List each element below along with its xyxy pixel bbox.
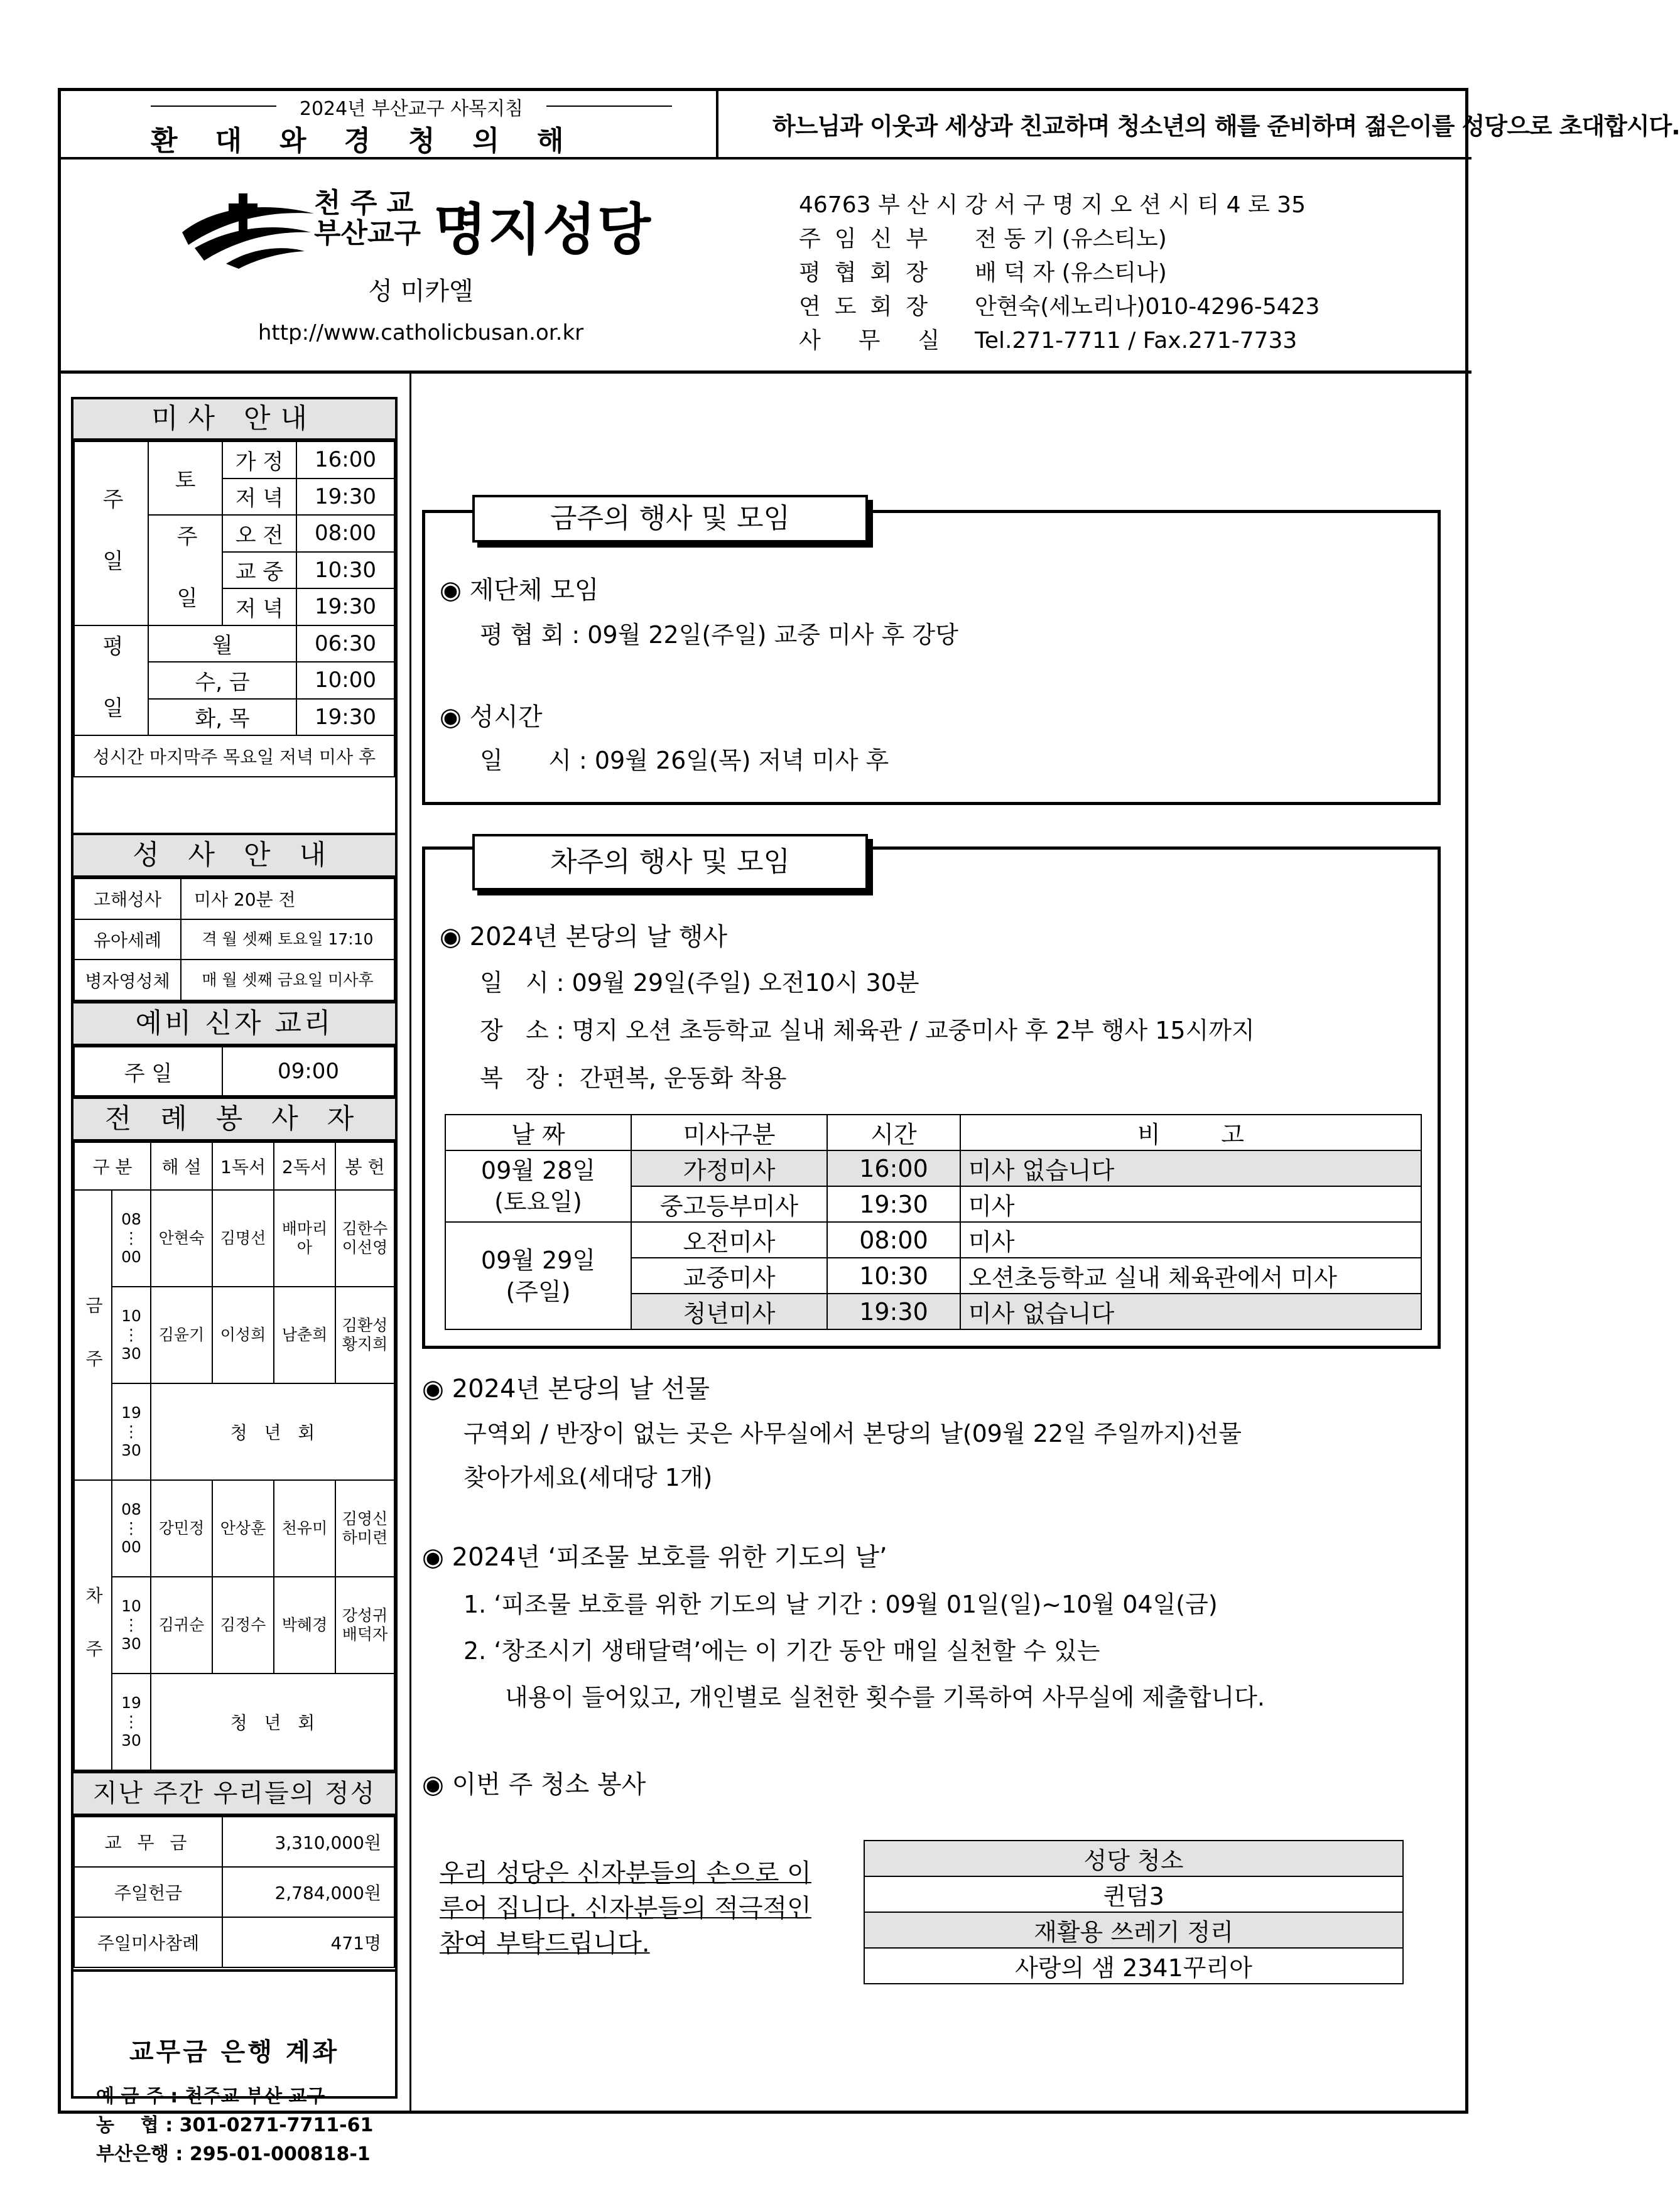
event-type: 가정미사 — [631, 1150, 827, 1186]
minister-time: 10 ⋮ 30 — [112, 1577, 151, 1674]
mass-time: 19:30 — [296, 588, 394, 625]
minister-time: 08 ⋮ 00 — [112, 1480, 151, 1577]
event-type: 오전미사 — [631, 1222, 827, 1258]
mass-label: 교 중 — [222, 552, 296, 589]
minister-commentary: 강민정 — [151, 1480, 212, 1577]
event-time: 08:00 — [827, 1222, 960, 1258]
this-week-label: 금 주 — [74, 1190, 112, 1480]
minister-offering: 김영신 하미련 — [335, 1480, 394, 1577]
sacrament-table — [73, 878, 395, 1001]
section-heading: ◉ 2024년 본당의 날 행사 — [440, 922, 728, 951]
divider — [409, 374, 411, 2114]
sacrament-title: 성 사 안 내 — [73, 833, 395, 878]
cleaning-table — [864, 1840, 1404, 1984]
ministers-title: 전 례 봉 사 자 — [73, 1096, 395, 1142]
divider — [716, 91, 718, 157]
gift-line: 찾아가세요(세대당 1개) — [463, 1464, 713, 1491]
section-heading: ◉ 제단체 모임 — [440, 576, 599, 605]
event-date: 09월 29일 (주일) — [445, 1222, 631, 1329]
this-week-title: 금주의 행사 및 모임 — [472, 495, 868, 543]
ministers-table — [73, 1142, 395, 1771]
cleaning-cell: 사랑의 샘 2341꾸리아 — [864, 1948, 1403, 1984]
cleaning-cell: 재활용 쓰레기 정리 — [864, 1912, 1403, 1948]
minister-commentary: 김귀순 — [151, 1577, 212, 1674]
event-note: 미사 — [960, 1222, 1421, 1258]
minister-commentary: 안현숙 — [151, 1190, 212, 1287]
event-time: 16:00 — [827, 1150, 960, 1186]
patron-saint: 성 미카엘 — [368, 277, 474, 306]
info-office: 사무실Tel.271-7711 / Fax.271-7733 — [799, 328, 1298, 354]
mass-label: 월 — [148, 625, 296, 662]
event-note: 미사 없습니다 — [960, 1150, 1421, 1186]
event-header: 미사구분 — [631, 1115, 827, 1150]
bank-accounts: 예 금 주 : 천주교 부산 교구 농 협 : 301-0271-7711-61 부산은행 : 295-01-000818-1 — [96, 2085, 374, 2165]
minister-reading2: 박혜경 — [274, 1577, 335, 1674]
church-name: 명지성당 — [433, 197, 653, 262]
holy-hour-note: 성시간 마지막주 목요일 저녁 미사 후 — [74, 735, 394, 777]
ministers-header: 2독서 — [274, 1142, 335, 1190]
mass-sun-label: 주 일 — [148, 515, 222, 625]
creation-line: 2. ‘창조시기 생태달력’에는 이 기간 동안 매일 실천할 수 있는 — [463, 1637, 1100, 1665]
section-line: 일 시 : 09월 29일(주일) 오전10시 30분 — [480, 969, 919, 997]
mass-guide-title: 미사 안내 — [73, 397, 395, 441]
offering-title: 지난 주간 우리들의 정성 — [73, 1771, 395, 1816]
minister-offering: 김환성 황지희 — [335, 1287, 394, 1383]
creation-line: 내용이 들어있고, 개인별로 실천한 횟수를 기록하여 사무실에 제출합니다. — [505, 1684, 1265, 1711]
mass-time: 10:30 — [296, 552, 394, 589]
address: 46763 부 산 시 강 서 구 명 지 오 션 시 티 4 로 35 — [799, 192, 1306, 218]
ministers-header: 해 설 — [151, 1142, 212, 1190]
sacrament-value: 격 월 셋째 토요일 17:10 — [181, 919, 394, 960]
event-note: 미사 없습니다 — [960, 1294, 1421, 1329]
mass-sat-label: 토 — [148, 441, 222, 515]
event-header: 시간 — [827, 1115, 960, 1150]
event-time: 19:30 — [827, 1186, 960, 1222]
mass-label: 저 녁 — [222, 588, 296, 625]
gift-heading: ◉ 2024년 본당의 날 선물 — [422, 1375, 710, 1403]
church-logo — [176, 188, 320, 270]
cleaning-heading: ◉ 이번 주 청소 봉사 — [422, 1770, 646, 1799]
offering-label: 교 무 금 — [74, 1817, 222, 1867]
divider — [58, 157, 1471, 160]
minister-youth: 청 년 회 — [151, 1674, 394, 1770]
catechism-label: 주 일 — [74, 1047, 222, 1096]
next-week-title: 차주의 행사 및 모임 — [472, 834, 868, 890]
mass-time: 19:30 — [296, 479, 394, 516]
year-theme: 2024년 부산교구 사목지침 — [151, 93, 672, 118]
slogan: 하느님과 이웃과 세상과 친교하며 청소년의 해를 준비하며 젊은이를 성당으로 초대합시다. — [772, 112, 1680, 140]
minister-offering: 김한수 이선영 — [335, 1190, 394, 1287]
minister-reading2: 천유미 — [274, 1480, 335, 1577]
ministers-header: 구 분 — [74, 1142, 151, 1190]
cleaning-cell: 성당 청소 — [864, 1841, 1403, 1876]
event-type: 중고등부미사 — [631, 1186, 827, 1222]
mass-label: 화, 목 — [148, 699, 296, 736]
minister-time: 19 ⋮ 30 — [112, 1674, 151, 1770]
minister-commentary: 김윤기 — [151, 1287, 212, 1383]
event-date: 09월 28일 (토요일) — [445, 1150, 631, 1222]
mass-weekday-label: 평 일 — [74, 625, 148, 736]
event-table — [445, 1114, 1422, 1330]
section-line: 복 장 : 간편복, 운동화 착용 — [480, 1064, 787, 1092]
minister-time: 10 ⋮ 30 — [112, 1287, 151, 1383]
section-line: 장 소 : 명지 오션 초등학교 실내 체육관 / 교중미사 후 2부 행사 15시까지 — [480, 1017, 1255, 1044]
info-council: 평협회장 배 덕 자 (유스티나) — [799, 260, 1167, 286]
logo-text: 천 주 교 부산교구 — [314, 187, 421, 249]
gift-line: 구역외 / 반장이 없는 곳은 사무실에서 본당의 날(09월 22일 주일까지)선물 — [463, 1420, 1242, 1447]
mass-time: 08:00 — [296, 515, 394, 552]
mass-label: 저 녁 — [222, 479, 296, 516]
event-type: 청년미사 — [631, 1294, 827, 1329]
offering-label: 주일미사참례 — [74, 1917, 222, 1967]
event-note: 미사 — [960, 1186, 1421, 1222]
minister-offering: 강성귀 배덕자 — [335, 1577, 394, 1674]
mass-table — [73, 441, 395, 777]
website-link[interactable]: http://www.catholicbusan.or.kr — [257, 320, 584, 345]
mass-sunday-label: 주 일 — [74, 441, 148, 625]
offering-table — [73, 1816, 395, 1968]
minister-reading2: 남춘희 — [274, 1287, 335, 1383]
section-heading: ◉ 성시간 — [440, 703, 543, 732]
minister-reading2: 배마리아 — [274, 1190, 335, 1287]
creation-heading: ◉ 2024년 ‘피조물 보호를 위한 기도의 날’ — [422, 1543, 887, 1572]
motto: 환대와경청의해 — [151, 125, 602, 157]
section-line: 일 시 : 09월 26일(목) 저녁 미사 후 — [480, 747, 889, 774]
minister-time: 19 ⋮ 30 — [112, 1383, 151, 1480]
bank-title: 교무금 은행 계좌 — [129, 2038, 340, 2067]
event-time: 10:30 — [827, 1258, 960, 1294]
minister-reading1: 이성희 — [212, 1287, 274, 1383]
catechism-table — [73, 1046, 395, 1096]
offering-value: 3,310,000원 — [222, 1817, 394, 1867]
mass-label: 오 전 — [222, 515, 296, 552]
ministers-header: 봉 헌 — [335, 1142, 394, 1190]
divider — [58, 370, 1471, 374]
event-time: 19:30 — [827, 1294, 960, 1329]
section-line: 평 협 회 : 09월 22일(주일) 교중 미사 후 강당 — [480, 621, 958, 649]
mass-time: 19:30 — [296, 699, 394, 736]
mass-time: 16:00 — [296, 441, 394, 479]
offering-label: 주일헌금 — [74, 1867, 222, 1917]
mass-time: 06:30 — [296, 625, 394, 662]
offering-value: 2,784,000원 — [222, 1867, 394, 1917]
cleaning-cell: 퀸덤3 — [864, 1876, 1403, 1912]
cleaning-note: 우리 성당은 신자분들의 손으로 이루어 집니다. 신자분들의 적극적인 참여 부탁드립니다. — [440, 1859, 811, 1958]
offering-value: 471명 — [222, 1917, 394, 1967]
mass-time: 10:00 — [296, 662, 394, 699]
mass-label: 수, 금 — [148, 662, 296, 699]
minister-reading1: 김명선 — [212, 1190, 274, 1287]
creation-line: 1. ‘피조물 보호를 위한 기도의 날 기간 : 09월 01일(일)~10월 04일(금) — [463, 1591, 1218, 1618]
event-type: 교중미사 — [631, 1258, 827, 1294]
next-week-label: 차 주 — [74, 1480, 112, 1770]
sacrament-value: 매 월 셋째 금요일 미사후 — [181, 960, 394, 1000]
sidebar — [71, 397, 398, 2165]
minister-youth: 청 년 회 — [151, 1383, 394, 1480]
sacrament-value: 미사 20분 전 — [181, 879, 394, 919]
sacrament-label: 병자영성체 — [74, 960, 181, 1000]
catechism-title: 예비 신자 교리 — [73, 1001, 395, 1046]
info-pastor: 주임신부 전 동 기 (유스티노) — [799, 226, 1167, 252]
event-note: 오션초등학교 실내 체육관에서 미사 — [960, 1258, 1421, 1294]
minister-time: 08 ⋮ 00 — [112, 1190, 151, 1287]
sacrament-label: 고해성사 — [74, 879, 181, 919]
info-prayer: 연도회장 안현숙(세노리나)010-4296-5423 — [799, 294, 1320, 320]
minister-reading1: 안상훈 — [212, 1480, 274, 1577]
event-header: 날 짜 — [445, 1115, 631, 1150]
sacrament-label: 유아세례 — [74, 919, 181, 960]
mass-label: 가 정 — [222, 441, 296, 479]
catechism-time: 09:00 — [222, 1047, 394, 1096]
minister-reading1: 김정수 — [212, 1577, 274, 1674]
event-header: 비 고 — [960, 1115, 1421, 1150]
ministers-header: 1독서 — [212, 1142, 274, 1190]
